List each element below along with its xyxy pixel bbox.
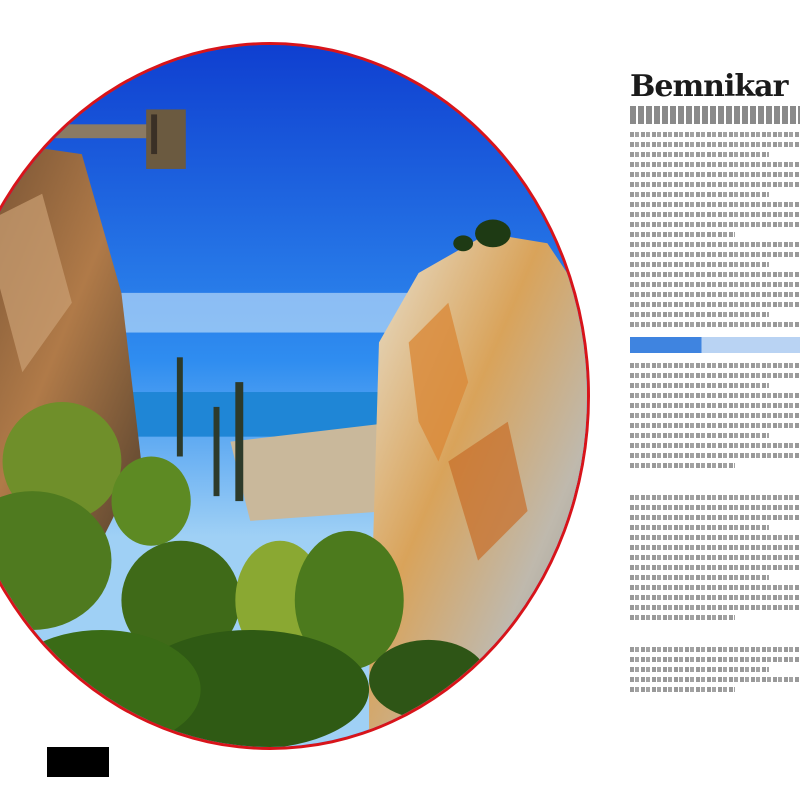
text-line [630, 667, 769, 672]
text-line [630, 182, 800, 187]
text-line [630, 292, 800, 297]
canyon-illustration [0, 45, 587, 747]
text-line [630, 495, 800, 500]
text-line [630, 615, 735, 620]
text-line [630, 677, 800, 682]
paragraph-2 [630, 363, 800, 468]
paragraph-1 [630, 132, 800, 327]
spacer [630, 625, 800, 639]
text-line [630, 403, 800, 408]
text-line [630, 232, 735, 237]
highlight-bar [630, 337, 800, 353]
text-line [630, 242, 800, 247]
text-line [630, 657, 800, 662]
text-line [630, 463, 735, 468]
text-line [630, 373, 800, 378]
text-line [630, 222, 800, 227]
text-line [630, 595, 800, 600]
text-line [630, 525, 769, 530]
text-line [630, 453, 800, 458]
article-title: Bemnikar [630, 70, 788, 104]
text-line [630, 423, 800, 428]
text-line [630, 152, 769, 157]
text-line [630, 383, 769, 388]
text-line [630, 647, 800, 652]
text-line [630, 687, 735, 692]
text-line [630, 515, 800, 520]
article-column [630, 70, 800, 770]
text-line [630, 433, 769, 438]
text-line [630, 443, 800, 448]
text-line [630, 172, 800, 177]
paragraph-3 [630, 495, 800, 620]
article-subtitle-scribble [630, 106, 800, 124]
text-line [630, 363, 800, 368]
text-line [630, 605, 800, 610]
black-marker [47, 747, 109, 777]
text-line [630, 535, 800, 540]
text-line [630, 575, 769, 580]
text-line [630, 282, 800, 287]
text-line [630, 585, 800, 590]
text-line [630, 142, 800, 147]
text-line [630, 312, 769, 317]
canyon-photo [0, 42, 590, 750]
paragraph-4 [630, 647, 800, 692]
text-line [630, 272, 800, 277]
text-line [630, 322, 800, 327]
text-line [630, 545, 800, 550]
text-line [630, 393, 800, 398]
text-line [630, 252, 800, 257]
text-line [630, 505, 800, 510]
text-line [630, 262, 769, 267]
spacer [630, 473, 800, 487]
text-line [630, 132, 800, 137]
text-line [630, 302, 800, 307]
text-line [630, 192, 769, 197]
text-line [630, 202, 800, 207]
text-line [630, 565, 800, 570]
text-line [630, 162, 800, 167]
text-line [630, 212, 800, 217]
text-line [630, 555, 800, 560]
text-line [630, 413, 800, 418]
